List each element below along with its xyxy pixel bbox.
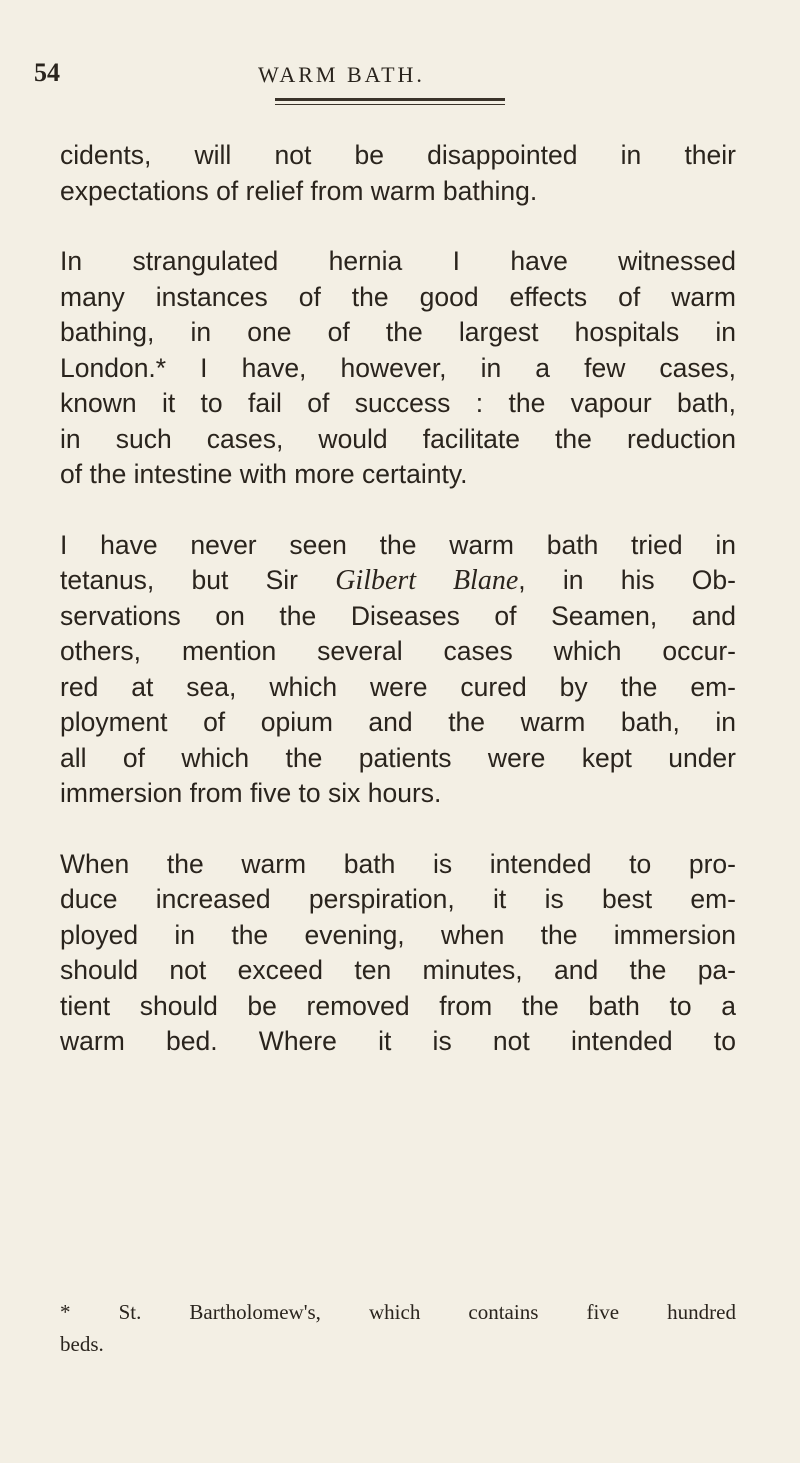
text-line: expectations of relief from warm bathing. [60, 175, 538, 206]
footnote-line: beds. [60, 1332, 104, 1356]
text-line-with-italic [60, 563, 736, 599]
text-line: servations on the Diseases of Seamen, and [60, 600, 736, 631]
text-line: known it to fail of success : the vapour bath, [60, 388, 736, 418]
text-line: I have never seen the warm bath tried in [60, 529, 736, 560]
text-line: In strangulated hernia I have witnessed [60, 246, 736, 276]
body-text [60, 138, 736, 1095]
paragraph-3 [60, 528, 736, 812]
running-head: WARM BATH. [258, 62, 425, 87]
paragraph-2 [60, 244, 736, 493]
header-rule [275, 98, 505, 101]
text-line: ployed in the evening, when the immersion [60, 919, 736, 950]
text-line: tient should be removed from the bath to a [60, 990, 736, 1021]
text-line: When the warm bath is intended to pro- [60, 848, 736, 879]
paragraph-4 [60, 847, 736, 1060]
text-line: red at sea, which were cured by the em- [60, 671, 736, 702]
text-line: ployment of opium and the warm bath, in [60, 707, 736, 737]
text-line: in such cases, would facilitate the reduction [60, 423, 736, 454]
text-line: immersion from five to six hours. [60, 778, 442, 808]
text-line: London.* I have, however, in a few cases, [60, 352, 736, 383]
text-line: should not exceed ten minutes, and the pa- [60, 955, 736, 985]
text-run: tetanus, but Sir [60, 565, 336, 595]
page-header [0, 58, 800, 98]
text-line: many instances of the good effects of warm [60, 281, 736, 312]
page-number: 54 [34, 58, 60, 87]
text-line: all of which the patients were kept under [60, 742, 736, 773]
text-line: bathing, in one of the largest hospitals in [60, 317, 736, 347]
text-line: of the intestine with more certainty. [60, 459, 468, 489]
header-rule-thin [275, 104, 505, 105]
text-line: warm bed. Where it is not intended to [60, 1026, 736, 1056]
text-run: , in his Ob- [518, 565, 736, 595]
text-line: cidents, will not be disappointed in their [60, 140, 736, 170]
text-line: duce increased perspiration, it is best em- [60, 884, 736, 914]
italic-name: Gilbert Blane [335, 565, 519, 596]
footnote-line: * St. Bartholomew's, which contains five hundred [60, 1300, 736, 1324]
text-line: others, mention several cases which occur- [60, 636, 736, 666]
paragraph-1 [60, 138, 736, 209]
footnote [60, 1296, 736, 1360]
